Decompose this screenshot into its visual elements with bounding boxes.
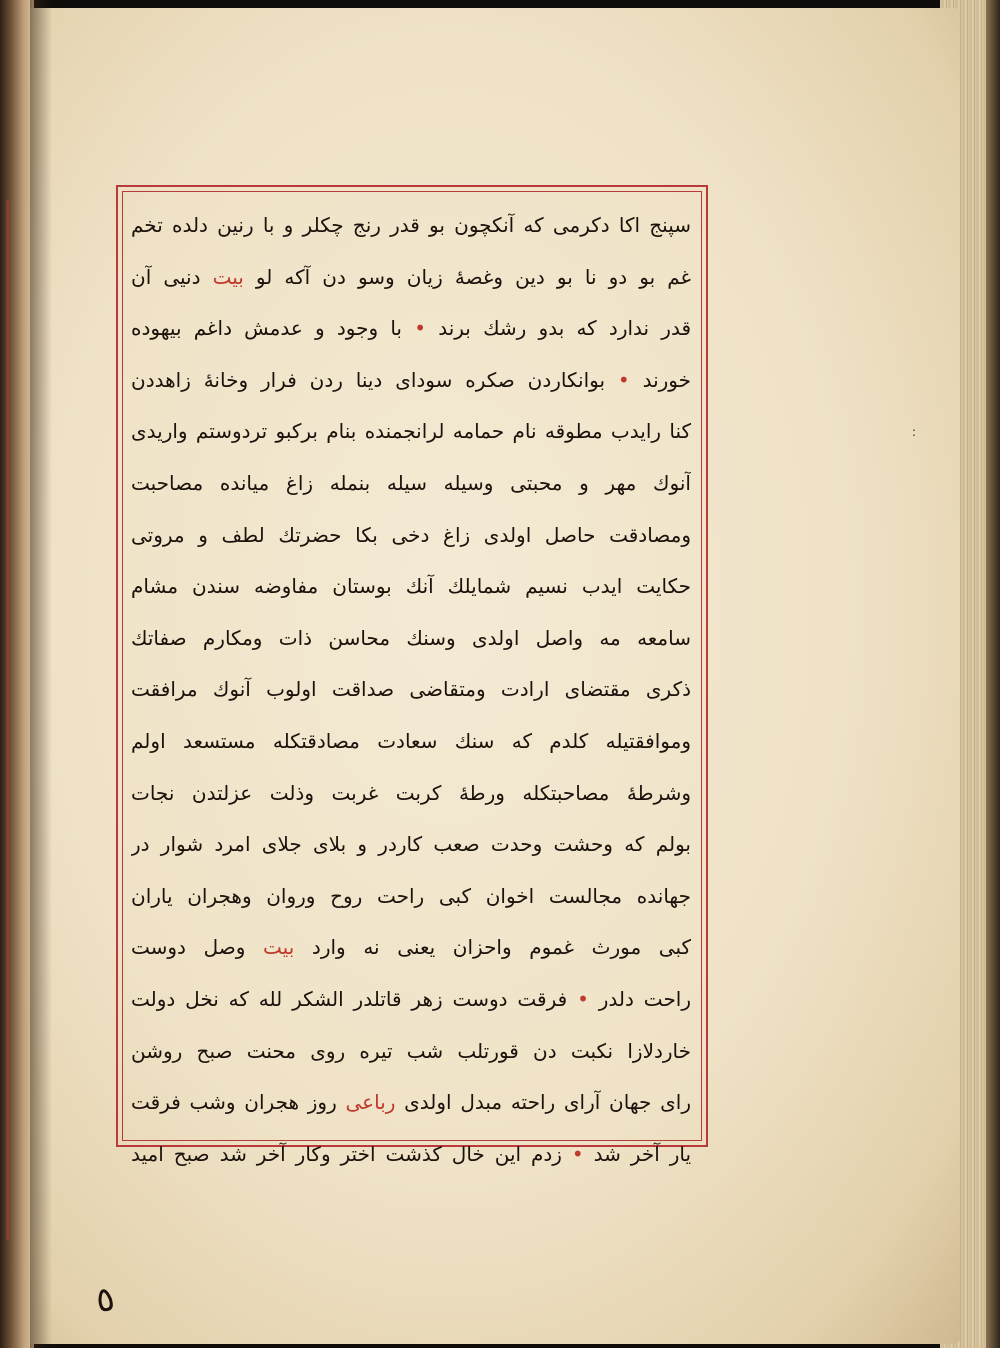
line-text: ومصادقت حاصل اولدی زاغ دخی بکا حضرتك لطف و مروتی xyxy=(131,522,691,547)
line-text: خورند xyxy=(642,367,691,392)
line-text: خاردلازا نکبت دن قورتلب شب تیره روی محنت صبح روشن xyxy=(131,1038,691,1063)
text-line xyxy=(131,871,691,923)
line-text: سامعه مه واصل اولدی وسنك محاسن ذات ومکارم صفاتك xyxy=(131,625,691,650)
line-text: ذکری مقتضای ارادت ومتقاضی صداقت اولوب آنوك مرافقت xyxy=(131,677,691,702)
line-text-continued: دنیی آن xyxy=(131,264,201,289)
line-text: سپنج اکا دکرمی که آنکچون بو قدر رنج چکلر و با رنین دلده تخم xyxy=(131,213,691,237)
text-frame-inner-rule xyxy=(122,191,702,1166)
line-text-continued: روز هجران وشب فرقت xyxy=(131,1090,337,1115)
verse-stop-dot: • xyxy=(577,986,589,1011)
gutter-shadow xyxy=(30,0,52,1348)
text-line xyxy=(131,200,691,252)
text-line xyxy=(131,1026,691,1078)
line-text: قدر ندارد که بدو رشك برند xyxy=(438,316,691,341)
line-text: حکایت ایدب نسیم شمایلك آنك بوستان مفاوضه سندن مشام xyxy=(131,574,691,599)
line-text: آنوك مهر و محبتی وسیله سیله بنمله زاغ میانده مصاحبت xyxy=(131,470,691,495)
text-line xyxy=(131,613,691,665)
line-text: یار آخر شد xyxy=(593,1141,691,1166)
line-text: وموافقتیله کلدم که سنك سعادت مصادقتکله مستسعد اولم xyxy=(131,728,691,753)
text-frame xyxy=(116,185,708,1166)
verse-stop-dot: • xyxy=(617,367,630,392)
facing-page-rule xyxy=(6,200,9,1240)
line-text-continued: با وجود و عدمش داغم بیهوده xyxy=(131,316,402,341)
text-line xyxy=(131,974,691,1026)
line-text-continued: فرقت دوست زهر قاتلدر الشکر لله که نخل دولت xyxy=(131,986,568,1011)
text-line xyxy=(131,922,691,974)
text-line xyxy=(131,406,691,458)
text-line xyxy=(131,1077,691,1129)
line-text-continued: وصل دوست xyxy=(131,935,246,960)
rubric-heading: بیت xyxy=(212,264,244,289)
rubric-heading: رباعی xyxy=(345,1090,396,1115)
text-line xyxy=(131,716,691,768)
verse-stop-dot: • xyxy=(414,316,426,341)
text-line xyxy=(131,1129,691,1181)
line-text: غم بو دو نا بو دین وغصهٔ زیان وسو دن آکه لو xyxy=(255,264,691,289)
text-line xyxy=(131,458,691,510)
text-line xyxy=(131,664,691,716)
margin-mark: : xyxy=(912,425,917,439)
book-cover-edge xyxy=(986,0,1000,1348)
text-line xyxy=(131,252,691,304)
line-text: بولم که وحشت وحدت صعب کاردر و بلای جلای امرد شوار در xyxy=(131,832,691,857)
line-text: کبی مورث غموم واحزان یعنی نه وارد xyxy=(311,935,691,960)
text-line xyxy=(131,303,691,355)
folio-number: ٥ xyxy=(92,1278,119,1322)
verse-stop-dot: • xyxy=(571,1141,584,1166)
text-line xyxy=(131,561,691,613)
line-text: وشرطهٔ مصاحبتکله ورطهٔ کربت غربت وذلت عزلتدن نجات xyxy=(131,780,691,805)
line-text: راحت دلدر xyxy=(598,986,691,1011)
facing-page-edge xyxy=(0,0,34,1348)
rubric-heading: بیت xyxy=(263,935,295,960)
text-line xyxy=(131,355,691,407)
line-text-continued: بوانکاردن صکره سودای دینا ردن فرار وخانهٔ زاهددن xyxy=(131,367,606,392)
line-text-continued: زدم این خال کذشت اختر وکار آخر شد صبح امید xyxy=(131,1141,562,1166)
line-text: جهانده مجالست اخوان کبی راحت روح وروان وهجران یاران xyxy=(131,883,691,908)
line-text: کنا رایدب مطوقه نام حمامه لرانجمنده بنام برکبو تردوستم واریدی xyxy=(131,419,691,444)
text-line xyxy=(131,768,691,820)
line-text: رای جهان آرای راحته مبدل اولدی xyxy=(404,1090,691,1115)
text-line xyxy=(131,819,691,871)
text-line xyxy=(131,510,691,562)
text-block xyxy=(131,200,691,1166)
